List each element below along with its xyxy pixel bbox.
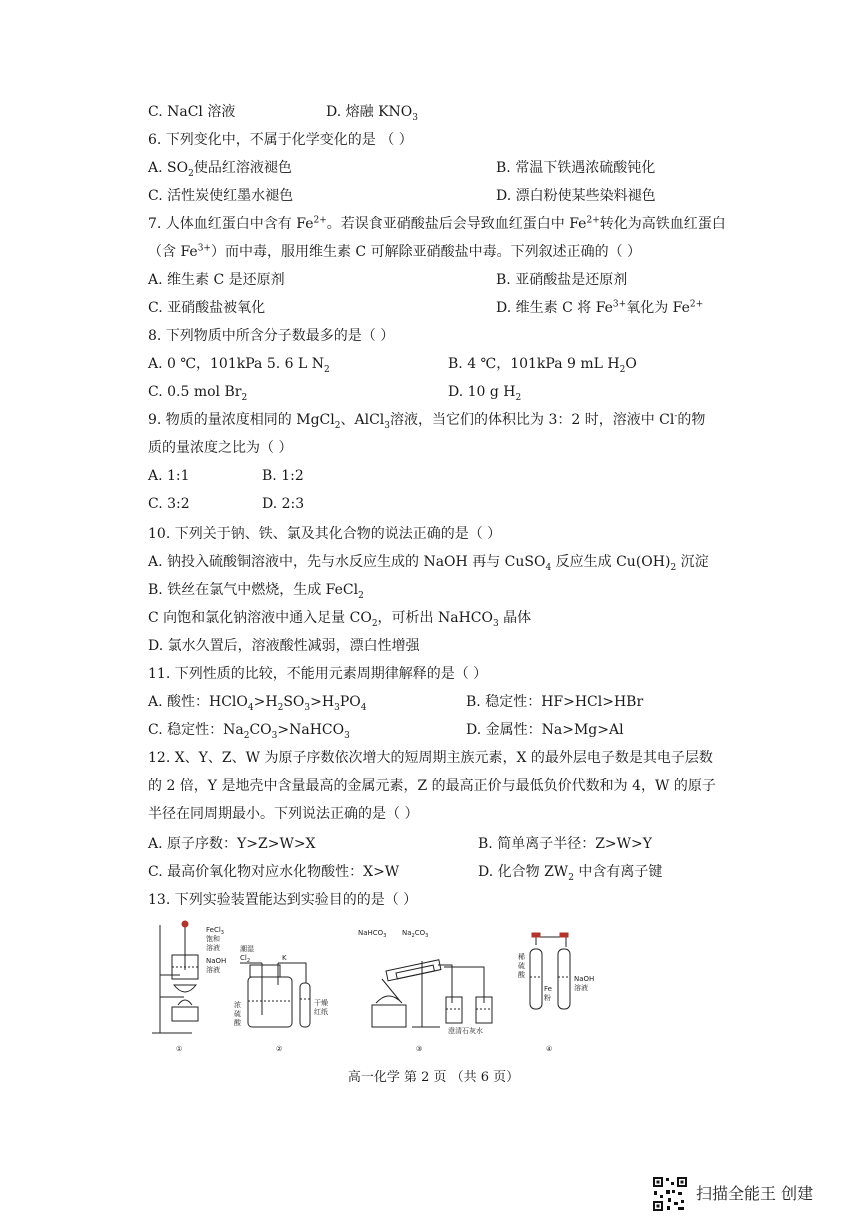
f1-label-3: 溶液 <box>206 944 220 952</box>
q8-stem: 8. 下列物质中所含分子数最多的是（ ） <box>148 328 395 344</box>
apparatus-3 <box>372 960 492 1027</box>
q7-option-d: D. 维生素 C 将 $Fe^{3+}$氧化为 $Fe^{2+}$ <box>496 299 704 316</box>
q11-stem: 11. 下列性质的比较，不能用元素周期律解释的是（ ） <box>148 666 488 682</box>
q8-option-d: D. 10 g $H_2$ <box>448 384 522 403</box>
q10-option-d: D. 氯水久置后，溶液酸性减弱，漂白性增强 <box>148 638 420 654</box>
q10-option-a: A. 钠投入硫酸铜溶液中，先与水反应生成的 NaOH 再与 CuSO$_4$ 反应生成 $Cu(OH)_2$ 沉淀 <box>148 554 709 573</box>
q8-option-b: B. 4 ℃，101kPa 9 mL $H_2O$ <box>448 356 637 375</box>
q12-stem-line3: 半径在同周期最小。下列说法正确的是（ ） <box>148 806 419 822</box>
svg-text:NaHCO3 <box>358 929 386 939</box>
f3-label-2-b: CO <box>414 929 426 937</box>
q7-option-b: B. 亚硝酸盐是还原剂 <box>496 272 628 288</box>
q7-stem-line1: 7. 人体血红蛋白中含有 $Fe^{2+}$。若误食亚硝酸盐后会导致血红蛋白中 $Fe^{2+}$转化为高铁血红蛋白 <box>148 215 726 232</box>
apparatus-2 <box>240 963 310 1027</box>
f1-label-5: 溶液 <box>206 966 220 974</box>
f1-label-1: FeCl <box>206 926 221 934</box>
q11-option-b: B. 稳定性：HF>HCl>HBr <box>466 694 644 710</box>
f2-label-1: 潮湿 <box>240 945 254 953</box>
q6-option-d: D. 漂白粉使某些染料褪色 <box>496 188 656 204</box>
apparatus-1 <box>152 921 198 1033</box>
f2-number: ② <box>276 1045 283 1053</box>
f2-label-2-sub: 2 <box>246 958 251 964</box>
f3-label-2-sub: 2 <box>411 933 415 939</box>
q11-option-a: A. 酸性：$HClO_4>H_2SO_3>H_3PO_4$ <box>148 694 367 713</box>
f3-label-1: NaHCO <box>358 929 384 937</box>
q12-option-a: A. 原子序数：Y>Z>W>X <box>148 836 316 852</box>
f3-label-2: Na <box>402 929 412 937</box>
q7-stem-line2: （含 $Fe^{3+}$）而中毒，服用维生素 C 可解除亚硝酸盐中毒。下列叙述正确的（ ） <box>148 243 642 260</box>
q7-option-c: C. 亚硝酸盐被氧化 <box>148 300 266 316</box>
f3-label-2-sub2: 3 <box>425 933 429 939</box>
q8-option-c: C. 0.5 mol $Br_2$ <box>148 384 248 403</box>
q10-option-b: B. 铁丝在氯气中燃烧，生成 FeCl$_2$ <box>148 582 364 601</box>
q9-option-b: B. 1:2 <box>262 468 304 484</box>
svg-text:Na2CO3 <box>402 929 428 939</box>
q10-option-c: C 向饱和氯化钠溶液中通入足量 $CO_2$，可析出 NaHCO$_3$ 晶体 <box>148 610 532 629</box>
f3-label-3: 澄清石灰水 <box>448 1027 483 1035</box>
q9-option-c: C. 3:2 <box>148 496 190 512</box>
f4-label-1: 稀 <box>518 953 525 961</box>
q9-stem-line2: 质的量浓度之比为（ ） <box>148 440 293 456</box>
f1-label-4: NaOH <box>206 957 227 965</box>
q6-stem: 6. 下列变化中，不属于化学变化的是 （ ） <box>148 132 413 148</box>
q10-stem: 10. 下列关于钠、铁、氯及其化合物的说法正确的是（ ） <box>148 526 502 542</box>
q5-option-d: D. 熔融 $KNO_3$ <box>326 104 418 123</box>
q12-option-c: C. 最高价氧化物对应水化物酸性：X>W <box>148 864 400 880</box>
f4-label-5: 粉 <box>544 994 551 1002</box>
q12-option-d: D. 化合物 $ZW_2$ 中含有离子键 <box>478 864 663 883</box>
f4-label-2: 硫 <box>518 962 525 970</box>
f4-number: ④ <box>546 1045 553 1053</box>
f2-label-4: 硫 <box>234 1010 241 1018</box>
q7-option-a: A. 维生素 C 是还原剂 <box>148 272 285 288</box>
f4-label-7: 溶液 <box>574 984 588 992</box>
f2-label-2: Cl <box>240 954 247 962</box>
f1-label-1-sub: 3 <box>220 930 224 936</box>
q5-option-c: C. NaCl 溶液 <box>148 104 236 120</box>
q11-option-d: D. 金属性：Na>Mg>Al <box>466 722 624 738</box>
f2-label-7: 红纸 <box>314 1008 328 1016</box>
q9-stem-line1: 9. 物质的量浓度相同的 MgCl$_2$、AlCl$_3$溶液，当它们的体积比为 3：2 时，溶液中 Cl-的物 <box>148 411 706 431</box>
scanner-watermark: 扫描全能王 创建 <box>696 1184 814 1203</box>
f3-label-1-sub: 3 <box>383 933 387 939</box>
f2-label-k: K <box>282 954 287 962</box>
f4-label-3: 酸 <box>518 971 525 979</box>
f1-number: ① <box>176 1045 183 1053</box>
q8-option-a: A. 0 ℃，101kPa 5. 6 L $N_2$ <box>148 356 330 375</box>
q11-option-c: C. 稳定性：$Na_2CO_3>NaHCO_3$ <box>148 722 350 741</box>
f4-label-6: NaOH <box>574 975 595 983</box>
f3-number: ③ <box>416 1045 423 1053</box>
q13-stem: 13. 下列实验装置能达到实验目的的是（ ） <box>148 892 418 908</box>
q13-apparatus-figure <box>150 915 630 1055</box>
q12-option-b: B. 简单离子半径：Z>W>Y <box>478 836 653 852</box>
q6-option-c: C. 活性炭使红墨水褪色 <box>148 188 294 204</box>
page-footer: 高一化学 第 2 页 （共 6 页） <box>347 1070 520 1085</box>
f2-label-6: 干燥 <box>314 999 328 1007</box>
q12-stem-line1: 12. X、Y、Z、W 为原子序数依次增大的短周期主族元素，X 的最外层电子数是其电子层数 <box>148 750 713 766</box>
q9-option-d: D. 2:3 <box>262 496 305 512</box>
f1-label-2: 饱和 <box>206 935 220 943</box>
f2-label-5: 酸 <box>234 1019 241 1027</box>
q12-stem-line2: 的 2 倍，Y 是地壳中含量最高的金属元素，Z 的最高正价与最低负价代数和为 4，W 的原子 <box>148 778 716 794</box>
f4-label-4: Fe <box>544 985 552 993</box>
q9-option-a: A. 1:1 <box>148 468 190 484</box>
qr-code-icon <box>652 1176 688 1212</box>
q6-option-b: B. 常温下铁遇浓硫酸钝化 <box>496 160 656 176</box>
q6-option-a: A. $SO_2$使品红溶液褪色 <box>148 160 292 179</box>
f2-label-3: 浓 <box>234 1001 241 1009</box>
